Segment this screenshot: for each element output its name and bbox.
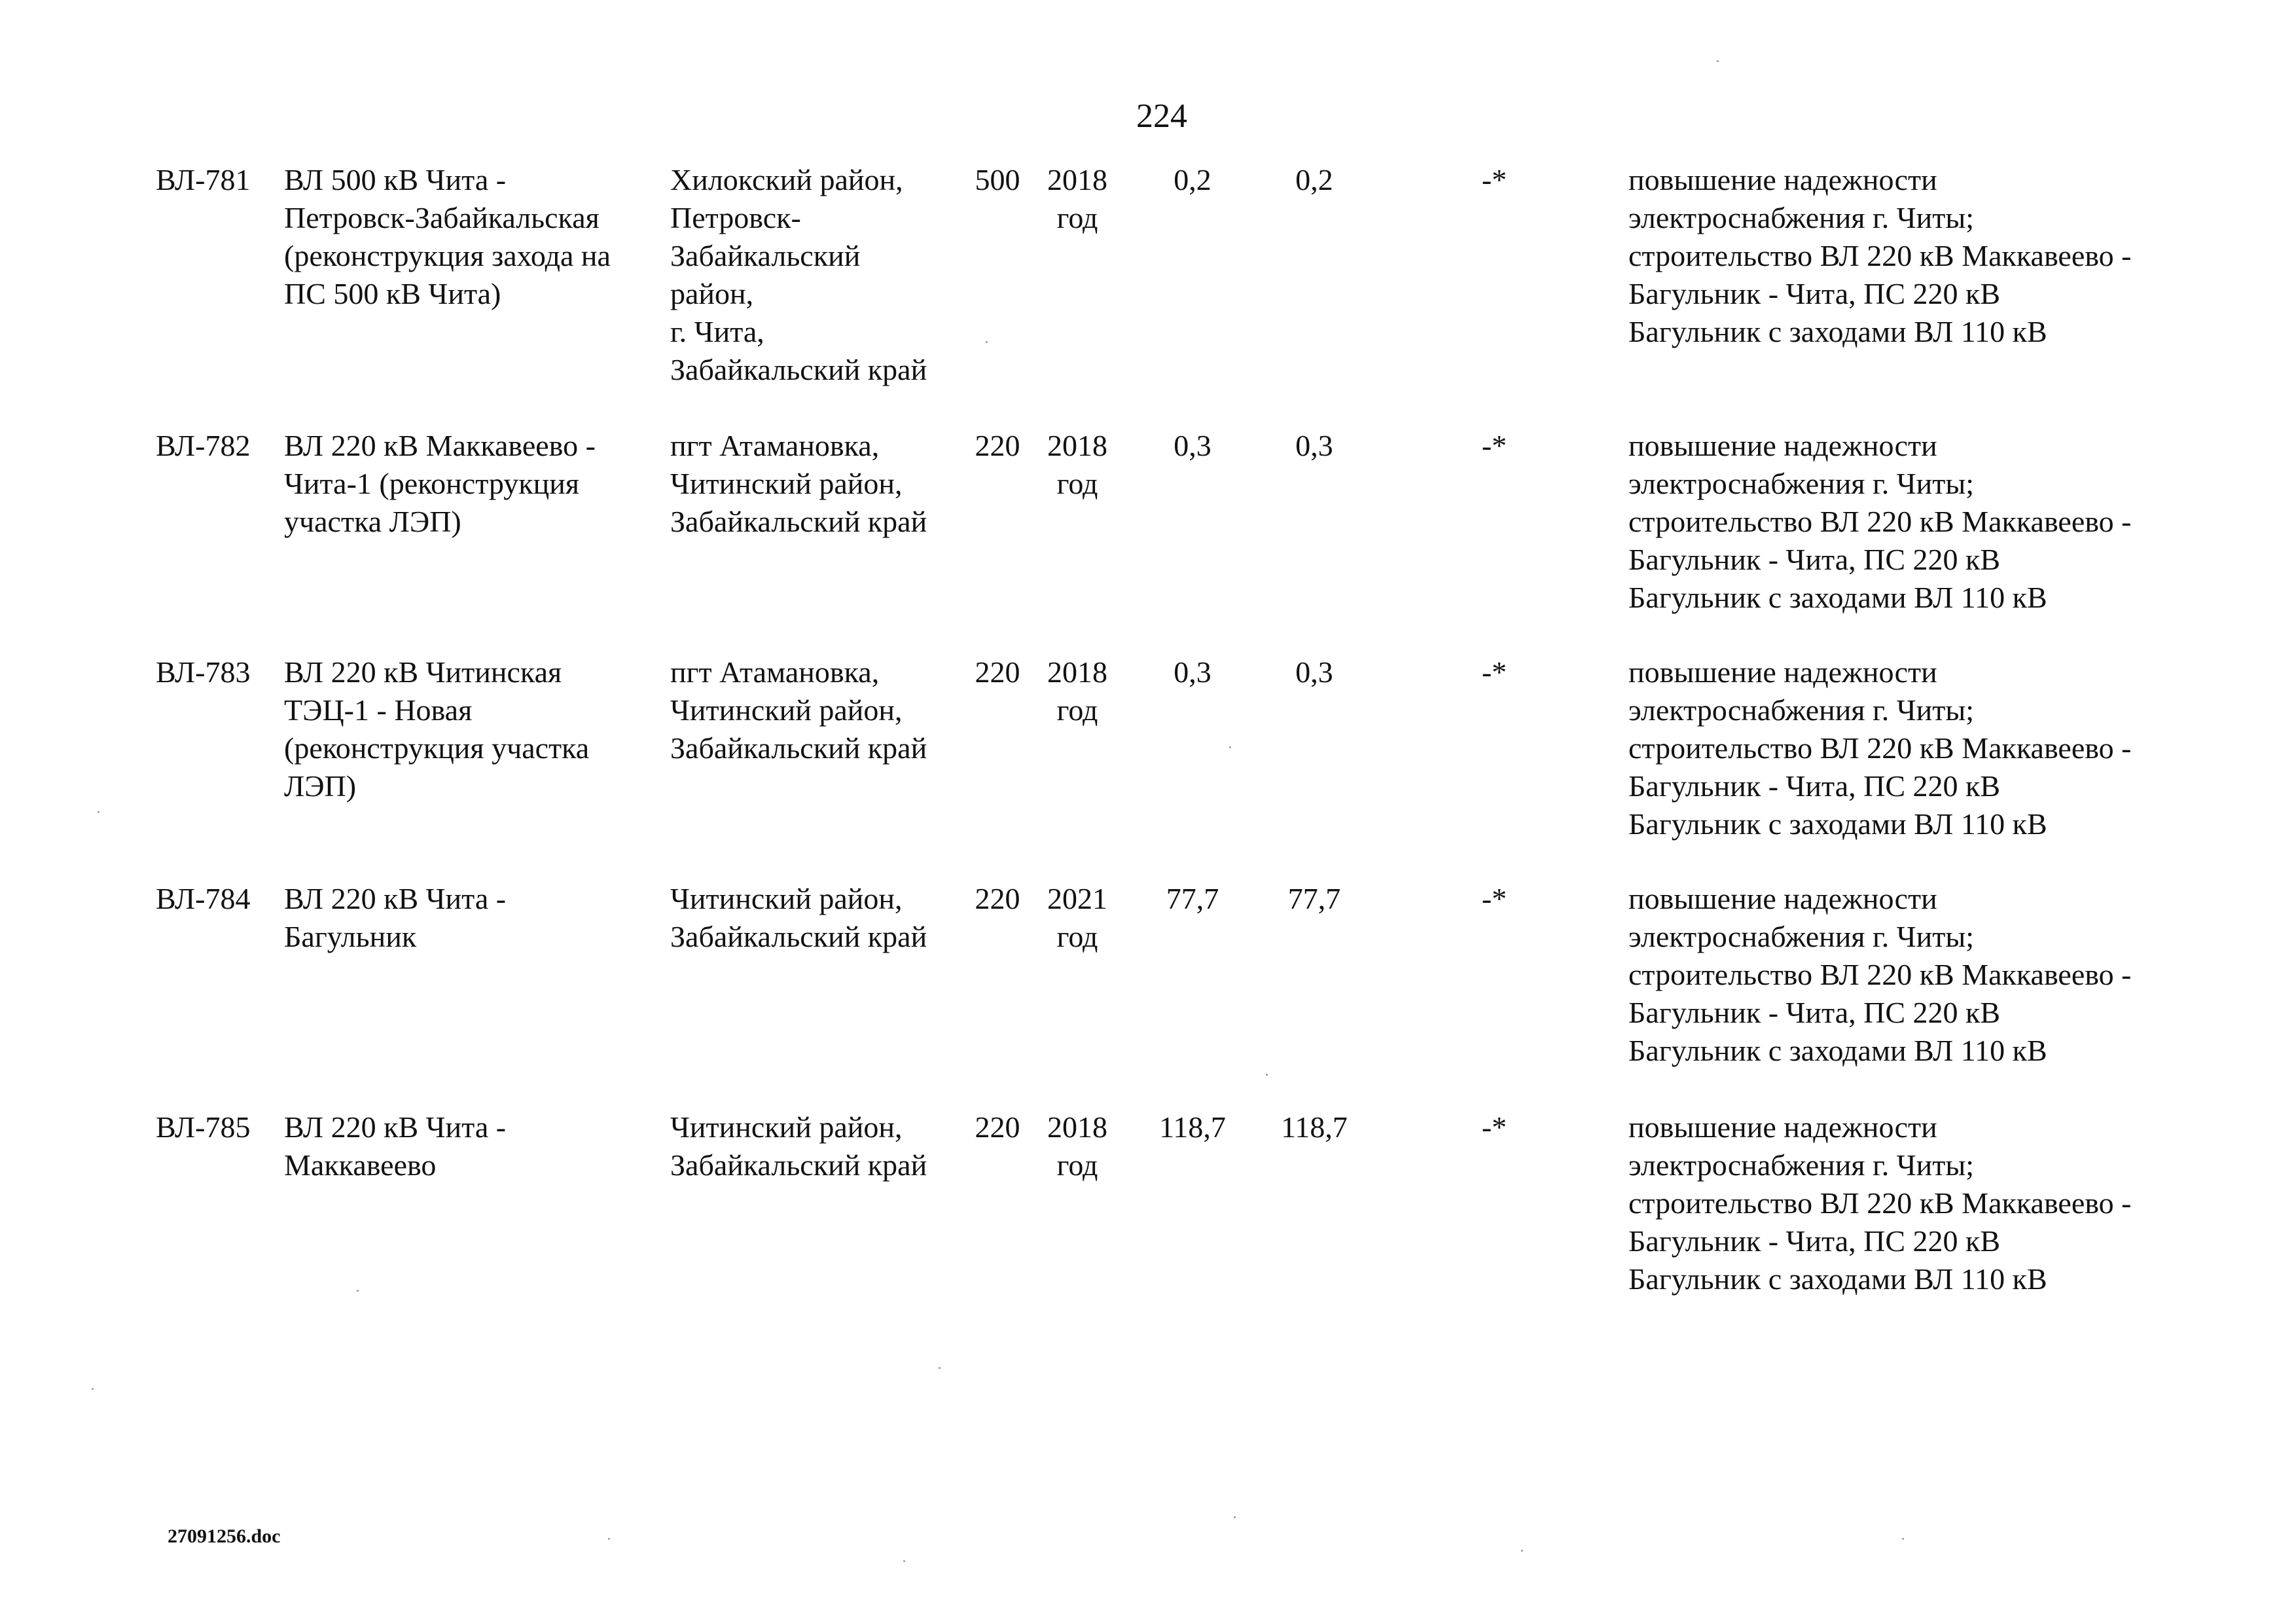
cell-line: ПС 500 кВ Чита) xyxy=(284,277,501,310)
line-name xyxy=(284,880,506,956)
scan-speck xyxy=(92,1388,94,1390)
circuit-count: -* xyxy=(1481,429,1507,462)
cell-line: пгт Атамановка, xyxy=(670,429,880,462)
scan-speck xyxy=(98,811,99,813)
voltage-kv: 220 xyxy=(975,1110,1020,1144)
cell-line: Читинский район, xyxy=(670,467,903,500)
line-length: 0,2 xyxy=(1174,163,1211,196)
cell-line: электроснабжения г. Читы; xyxy=(1628,467,1975,500)
cell-line: 2018 xyxy=(1047,429,1107,462)
scan-speck xyxy=(1229,746,1231,748)
line-length-total: 118,7 xyxy=(1281,1110,1348,1144)
cell-line: повышение надежности xyxy=(1628,882,1937,915)
cell-line: (реконструкция участка xyxy=(284,731,590,765)
cell-line: район, xyxy=(670,277,754,310)
commissioning-year xyxy=(1038,880,1117,956)
line-length: 0,3 xyxy=(1174,655,1211,689)
line-purpose xyxy=(1628,653,2131,843)
cell-line: Багульник - Чита, ПС 220 кВ xyxy=(1628,543,2001,576)
cell-line: Маккавеево xyxy=(284,1148,437,1182)
line-code: ВЛ-781 xyxy=(156,163,251,196)
cell-line: Багульник - Чита, ПС 220 кВ xyxy=(1628,277,2001,310)
line-length: 77,7 xyxy=(1166,882,1219,915)
line-code: ВЛ-785 xyxy=(156,1110,251,1144)
cell-line: электроснабжения г. Читы; xyxy=(1628,1148,1975,1182)
line-location xyxy=(670,880,927,956)
line-length-total: 0,3 xyxy=(1295,655,1333,689)
commissioning-year xyxy=(1038,653,1117,729)
cell-line: год xyxy=(1056,693,1098,727)
cell-line: ВЛ 220 кВ Маккавеево - xyxy=(284,429,596,462)
scan-speck xyxy=(939,1367,941,1369)
cell-line: (реконструкция захода на xyxy=(284,239,611,272)
cell-line: г. Чита, xyxy=(670,315,764,348)
line-location xyxy=(670,1108,927,1184)
cell-line: Багульник с заходами ВЛ 110 кВ xyxy=(1628,1262,2047,1296)
cell-line: ВЛ 220 кВ Читинская xyxy=(284,655,562,689)
circuit-count: -* xyxy=(1481,163,1507,196)
line-name xyxy=(284,161,611,313)
cell-line: электроснабжения г. Читы; xyxy=(1628,201,1975,234)
cell-line: ВЛ 220 кВ Чита - xyxy=(284,882,507,915)
scan-speck xyxy=(1234,1516,1236,1518)
commissioning-year xyxy=(1038,427,1117,503)
line-location xyxy=(670,427,927,541)
circuit-count: -* xyxy=(1481,882,1507,915)
line-purpose xyxy=(1628,1108,2131,1298)
cell-line: год xyxy=(1056,201,1098,234)
scan-speck xyxy=(608,1538,610,1540)
line-purpose xyxy=(1628,161,2131,351)
cell-line: Багульник с заходами ВЛ 110 кВ xyxy=(1628,807,2047,841)
cell-line: Багульник - Чита, ПС 220 кВ xyxy=(1628,996,2001,1029)
cell-line: повышение надежности xyxy=(1628,429,1937,462)
voltage-kv: 500 xyxy=(975,163,1020,196)
line-name xyxy=(284,427,596,541)
line-length: 118,7 xyxy=(1159,1110,1226,1144)
cell-line: ВЛ 500 кВ Чита - xyxy=(284,163,507,196)
line-code: ВЛ-782 xyxy=(156,429,251,462)
page-number: 224 xyxy=(1136,98,1187,135)
line-length-total: 77,7 xyxy=(1287,882,1341,915)
cell-line: Забайкальский xyxy=(670,239,861,272)
line-length-total: 0,3 xyxy=(1295,429,1333,462)
scan-speck xyxy=(1902,1538,1904,1540)
line-name xyxy=(284,1108,506,1184)
cell-line: Забайкальский край xyxy=(670,920,927,953)
scan-speck xyxy=(357,1290,359,1292)
scan-speck xyxy=(1521,1550,1523,1552)
line-location xyxy=(670,653,927,767)
cell-line: Багульник с заходами ВЛ 110 кВ xyxy=(1628,581,2047,614)
cell-line: Багульник с заходами ВЛ 110 кВ xyxy=(1628,315,2047,348)
cell-line: 2018 xyxy=(1047,1110,1107,1144)
cell-line: Забайкальский край xyxy=(670,731,927,765)
voltage-kv: 220 xyxy=(975,429,1020,462)
cell-line: строительство ВЛ 220 кВ Маккавеево - xyxy=(1628,239,2132,272)
cell-line: год xyxy=(1056,1148,1098,1182)
cell-line: строительство ВЛ 220 кВ Маккавеево - xyxy=(1628,958,2132,991)
cell-line: строительство ВЛ 220 кВ Маккавеево - xyxy=(1628,505,2132,538)
line-location xyxy=(670,161,927,389)
cell-line: электроснабжения г. Читы; xyxy=(1628,693,1975,727)
cell-line: электроснабжения г. Читы; xyxy=(1628,920,1975,953)
circuit-count: -* xyxy=(1481,655,1507,689)
cell-line: пгт Атамановка, xyxy=(670,655,880,689)
cell-line: Петровск-Забайкальская xyxy=(284,201,600,234)
line-length-total: 0,2 xyxy=(1295,163,1333,196)
cell-line: Багульник - Чита, ПС 220 кВ xyxy=(1628,769,2001,803)
cell-line: Забайкальский край xyxy=(670,505,927,538)
line-purpose xyxy=(1628,427,2131,617)
cell-line: Багульник с заходами ВЛ 110 кВ xyxy=(1628,1034,2047,1067)
circuit-count: -* xyxy=(1481,1110,1507,1144)
cell-line: строительство ВЛ 220 кВ Маккавеево - xyxy=(1628,1186,2132,1220)
cell-line: строительство ВЛ 220 кВ Маккавеево - xyxy=(1628,731,2132,765)
line-purpose xyxy=(1628,880,2131,1070)
cell-line: Петровск- xyxy=(670,201,801,234)
cell-line: Багульник - Чита, ПС 220 кВ xyxy=(1628,1224,2001,1258)
line-code: ВЛ-784 xyxy=(156,882,251,915)
cell-line: Забайкальский край xyxy=(670,1148,927,1182)
cell-line: Читинский район, xyxy=(670,693,903,727)
cell-line: Багульник xyxy=(284,920,417,953)
cell-line: Забайкальский край xyxy=(670,353,927,386)
document-filename: 27091256.doc xyxy=(168,1525,281,1547)
line-code: ВЛ-783 xyxy=(156,655,251,689)
cell-line: повышение надежности xyxy=(1628,163,1937,196)
cell-line: 2018 xyxy=(1047,655,1107,689)
cell-line: ВЛ 220 кВ Чита - xyxy=(284,1110,507,1144)
cell-line: год xyxy=(1056,467,1098,500)
commissioning-year xyxy=(1038,1108,1117,1184)
cell-line: Хилокский район, xyxy=(670,163,903,196)
scan-speck xyxy=(1266,1074,1268,1076)
cell-line: Чита-1 (реконструкция xyxy=(284,467,579,500)
cell-line: ТЭЦ-1 - Новая xyxy=(284,693,473,727)
cell-line: повышение надежности xyxy=(1628,655,1937,689)
commissioning-year xyxy=(1038,161,1117,237)
cell-line: Читинский район, xyxy=(670,1110,903,1144)
cell-line: ЛЭП) xyxy=(284,769,357,803)
scan-speck xyxy=(986,341,988,343)
cell-line: участка ЛЭП) xyxy=(284,505,461,538)
cell-line: год xyxy=(1056,920,1098,953)
cell-line: Читинский район, xyxy=(670,882,903,915)
scan-speck xyxy=(1717,60,1719,62)
cell-line: повышение надежности xyxy=(1628,1110,1937,1144)
scan-speck xyxy=(903,1560,905,1562)
cell-line: 2021 xyxy=(1047,882,1107,915)
cell-line: 2018 xyxy=(1047,163,1107,196)
voltage-kv: 220 xyxy=(975,882,1020,915)
line-name xyxy=(284,653,589,805)
voltage-kv: 220 xyxy=(975,655,1020,689)
line-length: 0,3 xyxy=(1174,429,1211,462)
